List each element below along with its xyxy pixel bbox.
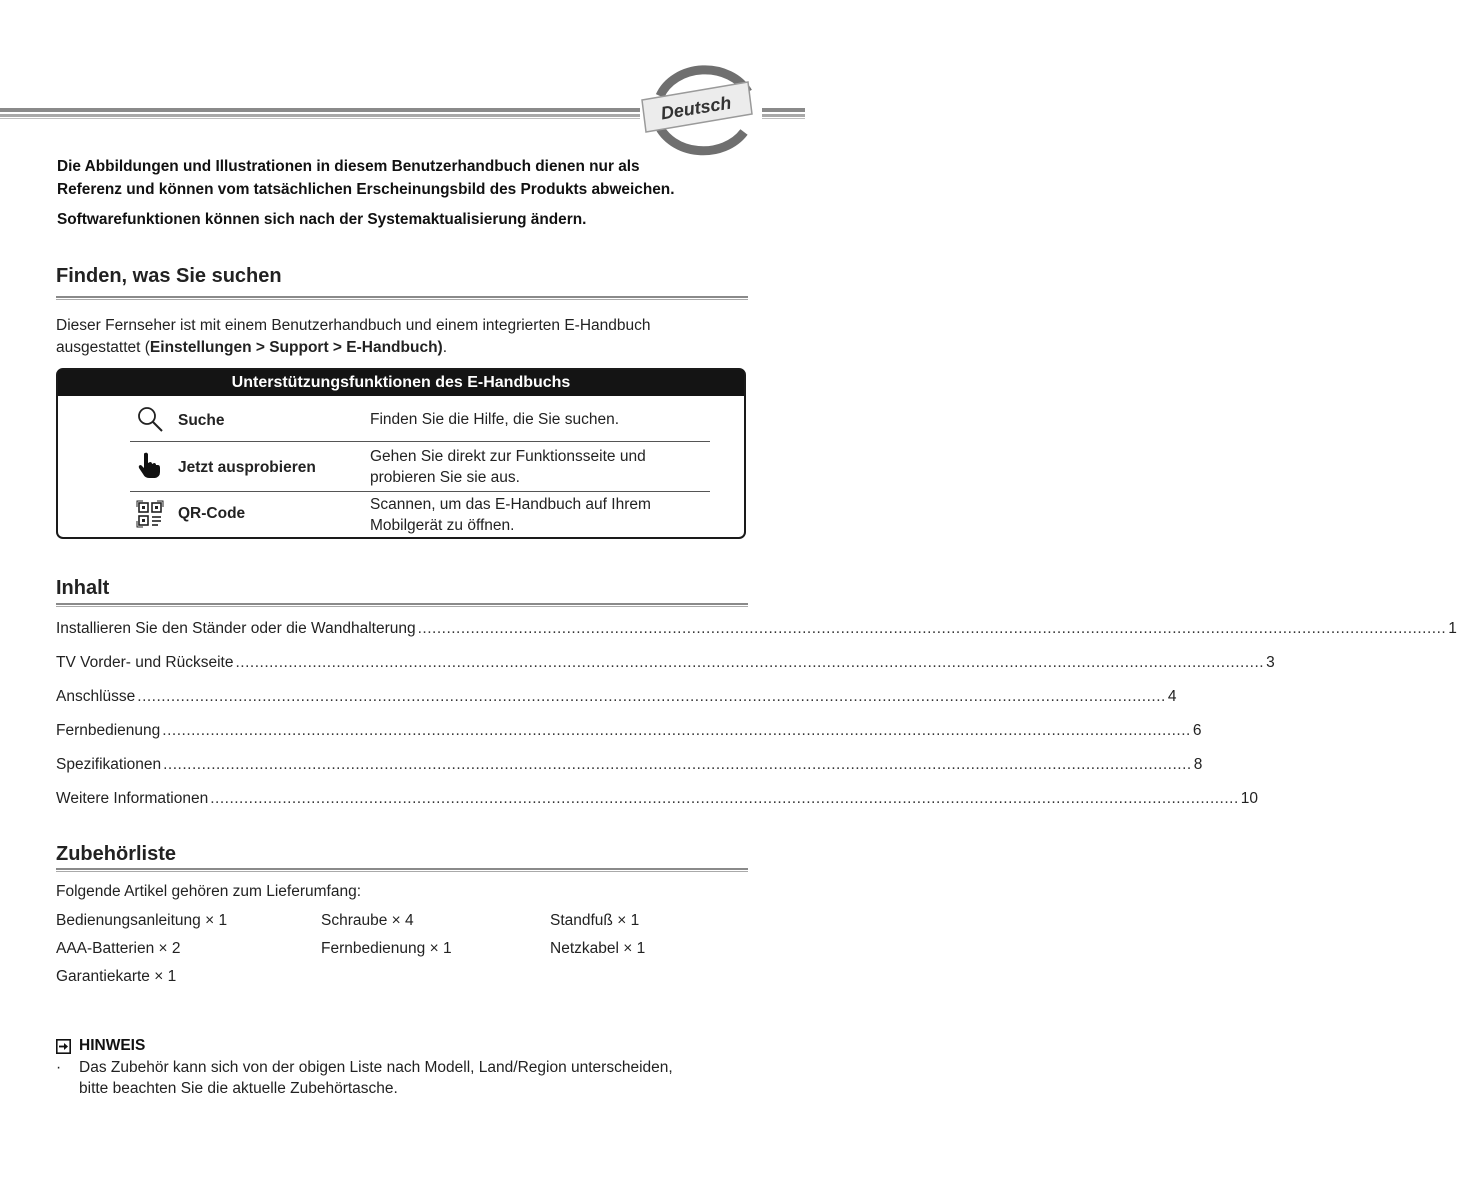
feature-row-search xyxy=(130,396,710,442)
toc-entry[interactable] xyxy=(56,654,1275,674)
section-title-accessories: Zubehörliste xyxy=(56,843,177,865)
intro-line-3: Softwarefunktionen können sich nach der Systemaktualisierung ändern. xyxy=(57,211,587,228)
note-bullet: · xyxy=(56,1059,62,1076)
intro-line-2: Referenz und können vom tatsächlichen Erscheinungsbild des Produkts abweichen. xyxy=(57,181,675,198)
header-band-left xyxy=(0,108,640,120)
toc-entry-title: TV Vorder- und Rückseite xyxy=(56,654,234,671)
toc-entry-title: Installieren Sie den Ständer oder die Wandhalterung xyxy=(56,620,416,637)
toc-entry-page: 3 xyxy=(1266,654,1275,671)
toc-entry-page: 1 xyxy=(1448,620,1457,637)
find-text-line-1: Dieser Fernseher ist mit einem Benutzerhandbuch und einem integrierten E-Handbuch xyxy=(56,317,651,334)
toc-entry-title: Anschlüsse xyxy=(56,688,136,705)
toc-entry-page: 6 xyxy=(1192,722,1202,739)
accessory-item: Fernbedienung × 1 xyxy=(321,940,452,957)
accessory-item: Bedienungsanleitung × 1 xyxy=(56,912,228,929)
feature-label-search: Suche xyxy=(178,412,225,429)
toc-leader: ...................................................................................................................................................................................................................... xyxy=(137,688,1166,705)
hand-pointer-icon xyxy=(136,451,164,479)
toc-leader: ...................................................................................................................................................................................................................... xyxy=(235,654,1265,671)
toc-entry[interactable] xyxy=(56,756,1203,776)
accessory-item: Schraube × 4 xyxy=(321,912,414,929)
qr-code-icon xyxy=(136,500,164,528)
toc-entry[interactable] xyxy=(56,790,1259,810)
language-badge-label: Deutsch xyxy=(659,92,733,124)
toc-leader: ...................................................................................................................................................................................................................... xyxy=(417,620,1447,637)
section-rule-contents xyxy=(56,603,748,608)
emanual-features-box xyxy=(56,368,746,539)
section-rule-accessories xyxy=(56,868,748,873)
toc-entry-title: Weitere Informationen xyxy=(56,790,209,807)
accessory-item: Netzkabel × 1 xyxy=(550,940,646,957)
note-heading-label: HINWEIS xyxy=(79,1037,146,1054)
section-title-contents: Inhalt xyxy=(56,577,110,599)
toc-leader: ...................................................................................................................................................................................................................... xyxy=(163,756,1192,773)
note-line-1: Das Zubehör kann sich von der obigen Liste nach Modell, Land/Region unterscheiden, xyxy=(79,1059,673,1076)
note-arrow-icon xyxy=(56,1039,71,1054)
accessory-item: Garantiekarte × 1 xyxy=(56,968,177,985)
toc-leader: ...................................................................................................................................................................................................................... xyxy=(210,790,1239,807)
section-title-find: Finden, was Sie suchen xyxy=(56,265,282,287)
language-badge xyxy=(638,62,756,154)
toc-entry-page: 4 xyxy=(1167,688,1177,705)
settings-path: Einstellungen > Support > E-Handbuch) xyxy=(149,339,443,356)
toc-entry-title: Spezifikationen xyxy=(56,756,162,773)
toc-entry[interactable] xyxy=(56,722,1202,742)
feature-label-try-now: Jetzt ausprobieren xyxy=(178,459,316,476)
find-text-line-2: ausgestattet (Einstellungen > Support > E-Handbuch). xyxy=(56,339,448,356)
header-band-right xyxy=(762,108,805,120)
search-icon xyxy=(136,405,164,433)
accessories-intro: Folgende Artikel gehören zum Lieferumfang: xyxy=(56,883,362,900)
toc-entry-page: 8 xyxy=(1193,756,1203,773)
toc-leader: ...................................................................................................................................................................................................................... xyxy=(162,722,1191,739)
feature-desc-try-now: Gehen Sie direkt zur Funktionsseite und probieren Sie sie aus. xyxy=(370,448,646,486)
toc-entry-title: Fernbedienung xyxy=(56,722,161,739)
feature-desc-search: Finden Sie die Hilfe, die Sie suchen. xyxy=(370,411,620,428)
toc-entry[interactable] xyxy=(56,688,1177,708)
note-heading xyxy=(56,1037,145,1055)
accessory-item: AAA-Batterien × 2 xyxy=(56,940,181,957)
feature-row-qr-code xyxy=(130,492,710,538)
accessory-item: Standfuß × 1 xyxy=(550,912,640,929)
section-rule-find xyxy=(56,296,748,301)
feature-row-try-now xyxy=(130,442,710,492)
toc-entry[interactable] xyxy=(56,620,1457,640)
intro-line-1: Die Abbildungen und Illustrationen in diesem Benutzerhandbuch dienen nur als xyxy=(57,158,640,175)
note-line-2: bitte beachten Sie die aktuelle Zubehörtasche. xyxy=(79,1080,398,1097)
toc-entry-page: 10 xyxy=(1240,790,1259,807)
feature-label-qr-code: QR-Code xyxy=(178,505,246,522)
emanual-title: Unterstützungsfunktionen des E-Handbuchs xyxy=(58,370,744,396)
feature-desc-qr-code: Scannen, um das E-Handbuch auf Ihrem Mobilgerät zu öffnen. xyxy=(370,496,651,534)
